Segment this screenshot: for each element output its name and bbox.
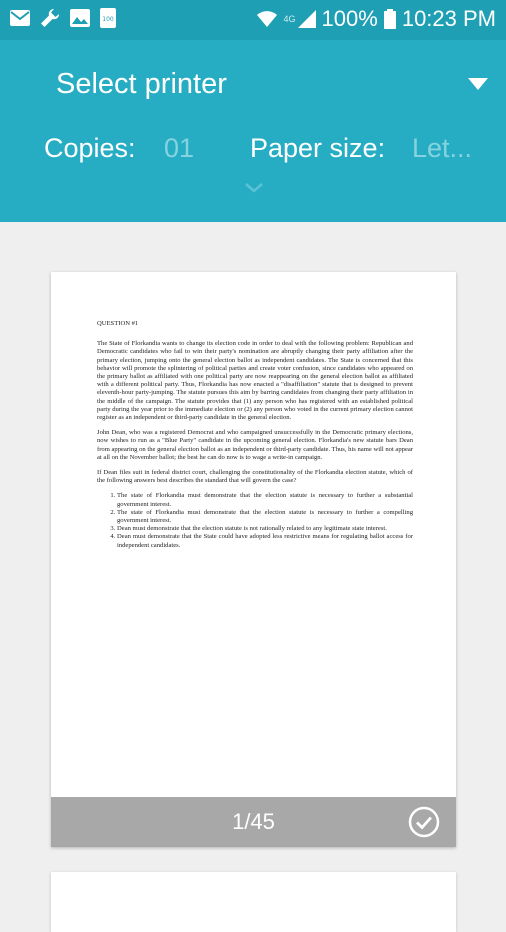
battery-percent: 100% — [321, 6, 378, 31]
answer-item: 1. The state of Florkandia must demonstrate that the election statute is necessary to further a substantial government interest. — [117, 492, 413, 508]
printer-select-dropdown[interactable] — [56, 64, 492, 104]
network-type: 4G — [283, 14, 296, 24]
answer-item: 4. Dean must demonstrate that the State could have adopted less restrictive means for regulating ballot access for independent candidates. — [117, 533, 413, 549]
answer-item: 2. The state of Florkandia must demonstrate that the election statute is necessary to further a compelling government interest. — [117, 509, 413, 525]
paper-size-select[interactable]: Let... — [412, 133, 473, 163]
page-preview-content — [97, 320, 413, 550]
page-preview-card-next[interactable] — [51, 872, 456, 932]
mail-icon — [10, 10, 30, 26]
check-circle-icon[interactable] — [408, 806, 440, 838]
print-options-header — [0, 40, 506, 222]
print-options-row — [44, 128, 494, 168]
battery-100-icon — [100, 8, 116, 28]
paper-size-label: Paper size: — [250, 133, 386, 163]
status-system-icons — [256, 6, 496, 32]
answer-list — [97, 492, 413, 549]
question-paragraph-2: John Dean, who was a registered Democrat and who campaigned unsuccessfully in the Democratic primary elections, now wishes to run as a "Blue Party" candidate in the upcoming general election. Florkandia's new statute bars Dean from appearing on the general election ballot as an independent or third-party candidate. Thus, his name will not appear at all on the November ballot; the best he can do now is to wage a write-in campaign. — [97, 429, 413, 461]
signal-icon — [298, 10, 316, 28]
wifi-icon — [256, 10, 278, 28]
page-footer — [51, 797, 456, 847]
chevron-down-icon[interactable] — [244, 182, 264, 194]
question-title: QUESTION #1 — [97, 320, 139, 327]
page-indicator: 1/45 — [232, 809, 275, 834]
svg-text:100: 100 — [102, 16, 114, 23]
wrench-icon — [40, 8, 60, 28]
printer-select-label: Select printer — [56, 68, 227, 100]
answer-item: 3. Dean must demonstrate that the election statute is not rationally related to any legitimate state interest. — [117, 525, 413, 533]
copies-label: Copies: — [44, 133, 136, 163]
battery-icon — [384, 9, 396, 29]
copies-input[interactable]: 01 — [164, 133, 195, 163]
status-bar — [0, 0, 506, 40]
dropdown-arrow-icon[interactable] — [468, 78, 488, 90]
question-paragraph-3: If Dean files suit in federal district court, challenging the constitutionality of the Florkandia election statute, which of the following answers best describes the standard that will govern the case? — [97, 469, 413, 485]
image-icon — [70, 9, 90, 27]
status-notification-icons — [10, 8, 116, 28]
question-paragraph-1: The State of Florkandia wants to change its election code in order to deal with the following problem: Republican and Democratic candidates who fail to win their party's nomination are abruptly changing their party affiliation after the primary election, jumping onto the general election ballot as independent candidates. The State is concerned that this behavior will promote the splintering of political parties and create voter confusion, since candidates who appeared on the primary ballot as affiliated with one political party are now reappearing on the general election ballot as affiliated with a different political party. Thus, Florkandia has now enacted a "disaffiliation" statute that is designed to prevent eleventh-hour party-jumping. The statute pursues this aim by barring candidates from changing their party affiliation in the middle of the campaign. The statute provides that (1) any person who has registered with an established political party during the year prior to the immediate election or (2) any person who voted in the current primary election cannot register as an independent or third-party candidate in the general election. — [97, 340, 413, 422]
clock: 10:23 PM — [401, 6, 496, 31]
page-preview-card[interactable] — [51, 272, 456, 847]
